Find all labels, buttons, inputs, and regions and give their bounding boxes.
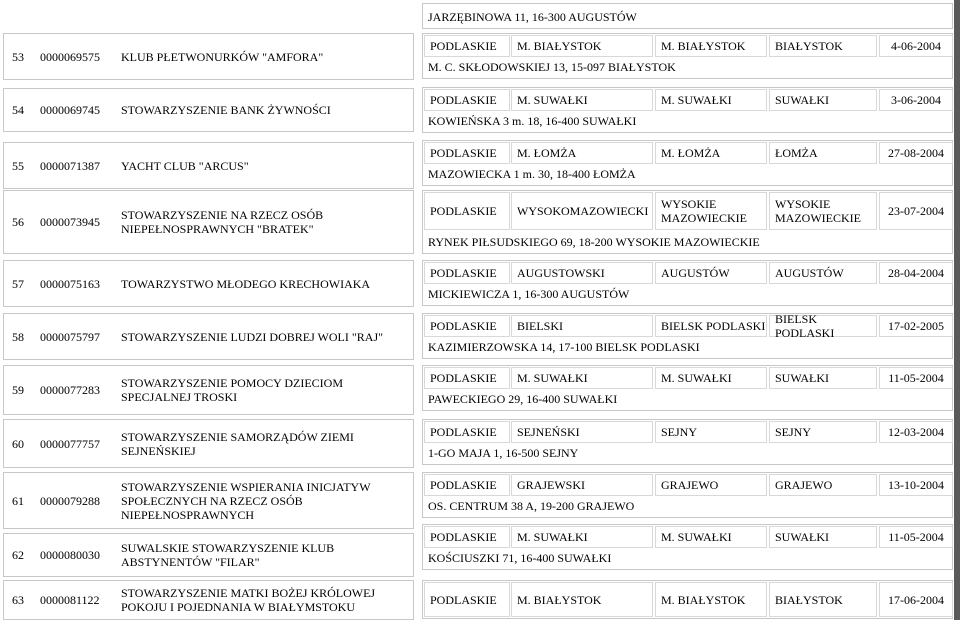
- location-row: [422, 365, 953, 411]
- powiat-cell: SEJNEŃSKI: [511, 421, 653, 443]
- registry-number: 0000079288: [40, 493, 100, 508]
- date-cell: 12-03-2004: [879, 421, 953, 443]
- address-text: KOWIEŃSKA 3 m. 18, 16-400 SUWAŁKI: [428, 114, 637, 128]
- voivodeship-cell: PODLASKIE: [424, 474, 510, 496]
- city-cell: ŁOMŻA: [769, 142, 877, 164]
- powiat-cell: BIELSKI: [511, 315, 653, 337]
- location-row: [422, 313, 953, 359]
- voivodeship-cell: PODLASKIE: [424, 421, 510, 443]
- address-text: JARZĘBINOWA 11, 16-300 AUGUSTÓW: [428, 10, 637, 24]
- organization-name: KLUB PŁETWONURKÓW "AMFORA": [121, 49, 324, 64]
- location-row: [422, 87, 953, 133]
- voivodeship-cell: PODLASKIE: [424, 526, 510, 548]
- table-row: [3, 419, 414, 468]
- gmina-cell: SEJNY: [655, 421, 767, 443]
- powiat-cell: GRAJEWSKI: [511, 474, 653, 496]
- voivodeship-cell: PODLASKIE: [424, 582, 510, 617]
- address-text: M. C. SKŁODOWSKIEJ 13, 15-097 BIAŁYSTOK: [428, 60, 676, 74]
- location-row: [422, 419, 953, 465]
- registry-number: 0000077283: [40, 383, 100, 397]
- powiat-cell: M. BIAŁYSTOK: [511, 35, 653, 57]
- powiat-cell: M. SUWAŁKI: [511, 367, 653, 389]
- city-cell: SUWAŁKI: [769, 526, 877, 548]
- city-cell: AUGUSTÓW: [769, 262, 877, 284]
- row-number: 53: [12, 49, 24, 64]
- registry-number: 0000069745: [40, 103, 100, 117]
- row-number: 62: [12, 548, 24, 562]
- organization-name: STOWARZYSZENIE WSPIERANIA INICJATYW SPOŁECZNYCH NA RZECZ OSÓB NIEPEŁNOSPRAWNYCH: [121, 479, 371, 522]
- date-cell: 17-02-2005: [879, 315, 953, 337]
- organization-name: STOWARZYSZENIE MATKI BOŻEJ KRÓLOWEJ POKOJU I POJEDNANIA W BIAŁYMSTOKU: [121, 586, 376, 614]
- scrollbar-edge: [954, 0, 960, 620]
- voivodeship-cell: PODLASKIE: [424, 192, 510, 230]
- registry-number: 0000075797: [40, 329, 100, 344]
- powiat-cell: M. SUWAŁKI: [511, 526, 653, 548]
- row-number: 57: [12, 276, 24, 291]
- table-row: [3, 88, 414, 132]
- gmina-cell: WYSOKIE MAZOWIECKIE: [655, 192, 767, 230]
- row-number: 54: [12, 103, 24, 117]
- location-row: [422, 524, 953, 570]
- powiat-cell: AUGUSTOWSKI: [511, 262, 653, 284]
- registry-number: 0000081122: [40, 593, 100, 607]
- table-row: [3, 533, 414, 577]
- row-number: 63: [12, 593, 24, 607]
- city-cell: SEJNY: [769, 421, 877, 443]
- gmina-cell: M. SUWAŁKI: [655, 526, 767, 548]
- gmina-cell: M. SUWAŁKI: [655, 367, 767, 389]
- location-row: [422, 472, 953, 518]
- registry-number: 0000071387: [40, 158, 100, 173]
- row-number: 59: [12, 383, 24, 397]
- city-cell: WYSOKIE MAZOWIECKIE: [769, 192, 877, 230]
- organization-name: SUWALSKIE STOWARZYSZENIE KLUB ABSTYNENTÓW "FILAR": [121, 541, 335, 569]
- organization-name: STOWARZYSZENIE POMOCY DZIECIOM SPECJALNEJ TROSKI: [121, 376, 343, 404]
- address-text: KAZIMIERZOWSKA 14, 17-100 BIELSK PODLASKI: [428, 340, 700, 354]
- registry-number: 0000073945: [40, 215, 100, 229]
- date-cell: 11-05-2004: [879, 526, 953, 548]
- table-row: [3, 33, 414, 80]
- row-number: 55: [12, 158, 24, 173]
- gmina-cell: M. SUWAŁKI: [655, 89, 767, 111]
- city-cell: GRAJEWO: [769, 474, 877, 496]
- location-row: [422, 33, 953, 79]
- top-address-cell: [422, 3, 953, 29]
- powiat-cell: M. SUWAŁKI: [511, 89, 653, 111]
- date-cell: 4-06-2004: [879, 35, 953, 57]
- row-number: 58: [12, 329, 24, 344]
- registry-number: 0000069575: [40, 49, 100, 64]
- city-cell: BIAŁYSTOK: [769, 35, 877, 57]
- voivodeship-cell: PODLASKIE: [424, 142, 510, 164]
- date-cell: 27-08-2004: [879, 142, 953, 164]
- row-number: 61: [12, 493, 24, 508]
- gmina-cell: M. BIAŁYSTOK: [655, 35, 767, 57]
- voivodeship-cell: PODLASKIE: [424, 315, 510, 337]
- organization-name: STOWARZYSZENIE SAMORZĄDÓW ZIEMI SEJNEŃSKIEJ: [121, 429, 354, 458]
- gmina-cell: BIELSK PODLASKI: [655, 315, 767, 337]
- table-row: [3, 365, 414, 415]
- address-text: MICKIEWICZA 1, 16-300 AUGUSTÓW: [428, 287, 630, 301]
- date-cell: 28-04-2004: [879, 262, 953, 284]
- address-text: MAZOWIECKA 1 m. 30, 18-400 ŁOMŻA: [428, 167, 636, 181]
- organization-name: STOWARZYSZENIE BANK ŻYWNOŚCI: [121, 103, 331, 117]
- powiat-cell: M. BIAŁYSTOK: [511, 582, 653, 617]
- location-row: [422, 580, 953, 619]
- city-cell: SUWAŁKI: [769, 89, 877, 111]
- date-cell: 17-06-2004: [879, 582, 953, 617]
- address-text: 1-GO MAJA 1, 16-500 SEJNY: [428, 446, 579, 460]
- registry-number: 0000075163: [40, 276, 100, 291]
- powiat-cell: M. ŁOMŻA: [511, 142, 653, 164]
- gmina-cell: AUGUSTÓW: [655, 262, 767, 284]
- gmina-cell: M. ŁOMŻA: [655, 142, 767, 164]
- location-row: [422, 190, 953, 254]
- location-row: [422, 140, 953, 186]
- voivodeship-cell: PODLASKIE: [424, 89, 510, 111]
- city-cell: SUWAŁKI: [769, 367, 877, 389]
- address-text: KOŚCIUSZKI 71, 16-400 SUWAŁKI: [428, 551, 612, 565]
- address-text: RYNEK PIŁSUDSKIEGO 69, 18-200 WYSOKIE MAZOWIECKIE: [428, 235, 760, 249]
- registry-number: 0000080030: [40, 548, 100, 562]
- date-cell: 13-10-2004: [879, 474, 953, 496]
- organization-name: STOWARZYSZENIE NA RZECZ OSÓB NIEPEŁNOSPRAWNYCH "BRATEK": [121, 208, 324, 236]
- location-row: [422, 260, 953, 306]
- powiat-cell: WYSOKOMAZOWIECKI: [511, 192, 653, 230]
- date-cell: 23-07-2004: [879, 192, 953, 230]
- table-row: [3, 580, 414, 620]
- city-cell: BIELSK PODLASKI: [769, 315, 877, 337]
- address-text: OS. CENTRUM 38 A, 19-200 GRAJEWO: [428, 499, 635, 513]
- date-cell: 3-06-2004: [879, 89, 953, 111]
- table-row: [3, 472, 414, 529]
- row-number: 60: [12, 436, 24, 451]
- registry-number: 0000077757: [40, 436, 100, 451]
- table-row: [3, 313, 414, 360]
- voivodeship-cell: PODLASKIE: [424, 35, 510, 57]
- address-text: PAWECKIEGO 29, 16-400 SUWAŁKI: [428, 392, 618, 406]
- organization-name: YACHT CLUB "ARCUS": [121, 158, 249, 173]
- table-row: [3, 190, 414, 254]
- organization-name: STOWARZYSZENIE LUDZI DOBREJ WOLI "RAJ": [121, 329, 384, 344]
- voivodeship-cell: PODLASKIE: [424, 262, 510, 284]
- organization-name: TOWARZYSTWO MŁODEGO KRECHOWIAKA: [121, 276, 371, 291]
- gmina-cell: GRAJEWO: [655, 474, 767, 496]
- city-cell: BIAŁYSTOK: [769, 582, 877, 617]
- voivodeship-cell: PODLASKIE: [424, 367, 510, 389]
- table-row: [3, 142, 414, 189]
- date-cell: 11-05-2004: [879, 367, 953, 389]
- table-row: [3, 260, 414, 307]
- row-number: 56: [12, 215, 24, 229]
- gmina-cell: M. BIAŁYSTOK: [655, 582, 767, 617]
